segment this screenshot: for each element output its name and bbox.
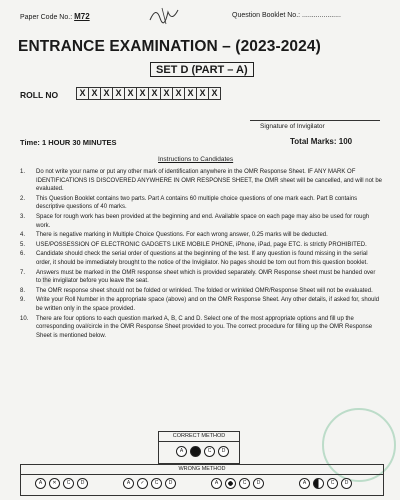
roll-no-label: ROLL NO: [20, 90, 59, 100]
answer-bubble: D: [341, 478, 352, 489]
instruction-number: 10.: [20, 315, 29, 322]
answer-bubble: C: [204, 446, 215, 457]
wrong-method-box: [20, 464, 384, 496]
roll-no-boxes: [76, 87, 220, 100]
roll-no-box: X: [196, 87, 209, 100]
answer-bubble: D: [165, 478, 176, 489]
instruction-item: [20, 241, 382, 250]
instruction-number: 1.: [20, 169, 26, 175]
answer-bubble: C: [151, 478, 162, 489]
instruction-item: [20, 287, 382, 296]
roll-no-box: X: [100, 87, 113, 100]
answer-bubble: A: [176, 446, 187, 457]
instruction-number: 8.: [20, 287, 26, 294]
answer-bubble: B: [190, 446, 201, 457]
correct-method-box: [158, 431, 240, 464]
instruction-number: 9.: [20, 297, 26, 304]
instruction-item: [20, 296, 382, 313]
instruction-item: [20, 231, 382, 240]
answer-bubble: ✕: [49, 478, 60, 489]
wrong-method-group: [35, 478, 91, 489]
answer-bubble: [225, 478, 236, 489]
instruction-number: 3.: [20, 213, 26, 220]
answer-bubble: A: [299, 478, 310, 489]
instruction-item: [20, 269, 382, 286]
answer-bubble: D: [218, 446, 229, 457]
instruction-item: [20, 213, 382, 230]
instructions-heading: Instructions to Candidates: [158, 156, 234, 163]
instruction-text: USE/POSSESSION OF ELECTRONIC GADGETS LIKE MOBILE PHONE, iPhone, iPad, page ETC. is strictly PROHIBITED.: [36, 241, 367, 248]
watermark: •: [30, 259, 63, 303]
instruction-text: Answers must be marked in the OMR response sheet which is provided separately. OMR Response sheet must be handed over to the invigilator before you leave the seat.: [36, 269, 376, 285]
exam-time: Time: 1 HOUR 30 MINUTES: [20, 138, 117, 147]
instruction-item: [20, 315, 382, 341]
roll-no-box: X: [76, 87, 89, 100]
instruction-text: The OMR response sheet should not be folded or wrinkled. The folded or wrinkled OMR/Response Sheet will not be evaluated.: [36, 287, 373, 294]
instruction-text: Write your Roll Number in the appropriate space (above) and on the OMR Response Sheet. Any other details, if asked for, should be written only in the space provided.: [36, 297, 380, 312]
answer-bubble: C: [327, 478, 338, 489]
instruction-number: 5.: [20, 241, 26, 248]
instruction-text: Space for rough work has been provided at the beginning and end. Available space on each page may also be used for rough work.: [36, 213, 370, 229]
instruction-number: 4.: [20, 232, 26, 239]
answer-bubble: A: [211, 478, 222, 489]
roll-no-box: X: [148, 87, 161, 100]
instruction-text: This Question Booklet contains two parts. Part A contains 60 multiple choice questions of one mark each. Part B contains descriptive questions of 40 marks.: [36, 195, 358, 211]
wrong-method-group: [299, 478, 355, 489]
instruction-number: 7.: [20, 269, 26, 276]
roll-no-box: X: [160, 87, 173, 100]
initials-signature: [148, 4, 184, 26]
answer-bubble: C: [239, 478, 250, 489]
roll-no-box: X: [88, 87, 101, 100]
instruction-text: Candidate should check the serial order of questions at the beginning of the test. If any question is found missing in the serial order, it should be immediately brought to the notice of the Invigilator. No pages should be torn out from this question booklet.: [36, 251, 368, 266]
instruction-text: Do not write your name or put any other mark of identification anywhere in the OMR Response Sheet. IF ANY MARK OF IDENTIFICATIONS IS DISCOVERED ANYWHERE IN OMR RESPONSE SHEET, the OMR sheet will be cancelled, and will not be evaluated.: [36, 169, 382, 193]
roll-no-box: X: [124, 87, 137, 100]
signature-line: [250, 120, 380, 121]
answer-bubble: ✓: [137, 478, 148, 489]
roll-no-box: X: [172, 87, 185, 100]
question-booklet-no: Question Booklet No.: ....................: [232, 12, 341, 19]
instruction-text: There is negative marking in Multiple Choice Questions. For each wrong answer, 0.25 marks will be deducted.: [36, 232, 328, 239]
instruction-text: There are four options to each question marked A, B, C and D. Select one of the most appropriate options and fill up the corresponding oval/circle in the OMR Response Sheet provided to you. The correct procedure for filling up the OMR Response Sheet is mentioned below.: [36, 315, 373, 339]
answer-bubble: A: [35, 478, 46, 489]
roll-no-box: X: [184, 87, 197, 100]
answer-bubble: C: [63, 478, 74, 489]
instruction-number: 2.: [20, 195, 26, 202]
instruction-number: 6.: [20, 251, 26, 258]
wrong-method-label: WRONG METHOD: [21, 465, 383, 475]
answer-bubble: D: [253, 478, 264, 489]
set-label: SET D (PART – A): [150, 62, 254, 77]
signature-label: Signature of Invigilator: [260, 123, 325, 130]
answer-bubble: D: [77, 478, 88, 489]
correct-method-label: CORRECT METHOD: [159, 432, 239, 442]
answer-bubble: [313, 478, 324, 489]
instructions-list: [20, 168, 382, 341]
correct-method-bubbles: [176, 446, 232, 457]
paper-code-value: M72: [74, 12, 90, 21]
instruction-item: [20, 168, 382, 194]
instruction-item: [20, 195, 382, 212]
roll-no-box: X: [112, 87, 125, 100]
paper-code: [20, 12, 90, 21]
paper-code-label: Paper Code No.:: [20, 14, 73, 21]
roll-no-box: X: [208, 87, 221, 100]
answer-bubble: A: [123, 478, 134, 489]
wrong-method-group: [211, 478, 267, 489]
total-marks: Total Marks: 100: [290, 137, 353, 146]
instruction-item: [20, 250, 382, 267]
exam-title: ENTRANCE EXAMINATION – (2023-2024): [18, 38, 321, 55]
wrong-method-group: [123, 478, 179, 489]
roll-no-box: X: [136, 87, 149, 100]
